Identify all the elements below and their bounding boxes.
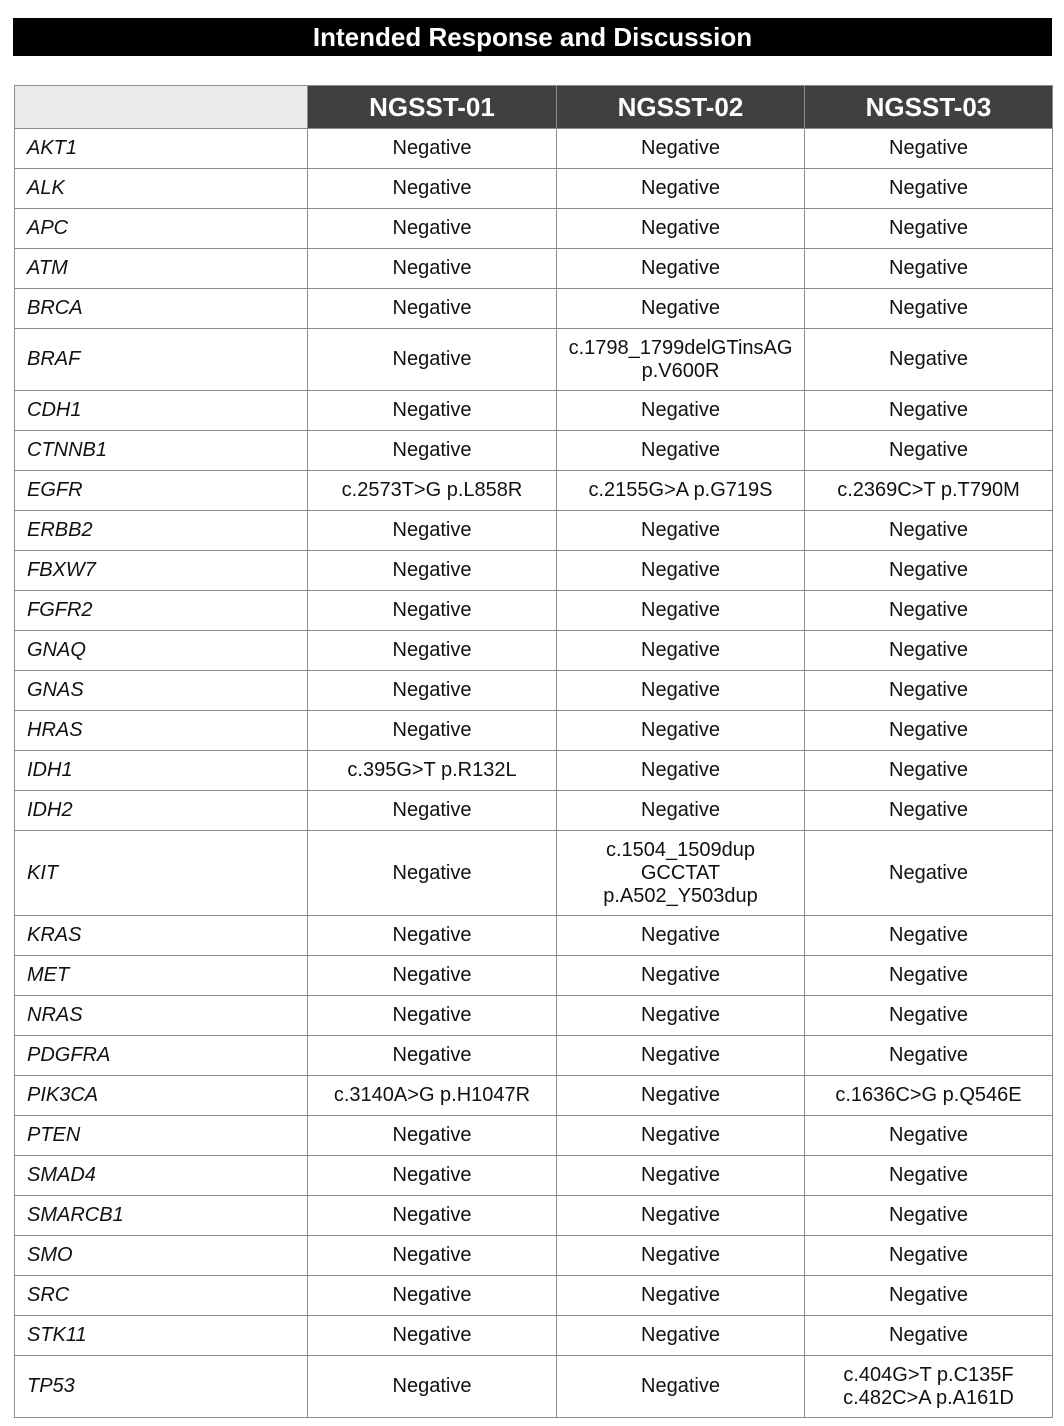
gene-name: MET bbox=[15, 956, 308, 996]
gene-name: ERBB2 bbox=[15, 511, 308, 551]
result-text: Negative bbox=[641, 399, 720, 421]
results-table bbox=[14, 85, 1053, 1418]
result-text: Negative bbox=[889, 759, 968, 781]
gene-name: SMAD4 bbox=[15, 1156, 308, 1196]
result-cell bbox=[557, 1156, 805, 1196]
table-row bbox=[15, 1116, 1053, 1156]
result-cell bbox=[805, 1036, 1053, 1076]
table-row bbox=[15, 1356, 1053, 1418]
result-cell bbox=[557, 511, 805, 551]
result-cell bbox=[557, 996, 805, 1036]
result-cell bbox=[308, 471, 557, 511]
result-text: Negative bbox=[392, 719, 472, 741]
result-cell bbox=[308, 329, 557, 391]
result-cell bbox=[805, 471, 1053, 511]
result-cell bbox=[557, 1316, 805, 1356]
result-text: Negative bbox=[889, 1004, 968, 1026]
table-row bbox=[15, 391, 1053, 431]
result-text: Negative bbox=[392, 924, 472, 946]
table-row bbox=[15, 129, 1053, 169]
result-cell bbox=[557, 169, 805, 209]
result-cell bbox=[805, 551, 1053, 591]
result-text: Negative bbox=[889, 519, 968, 541]
result-cell bbox=[805, 1356, 1053, 1418]
result-cell bbox=[805, 916, 1053, 956]
gene-name: KRAS bbox=[15, 916, 308, 956]
result-text: Negative bbox=[392, 257, 472, 279]
result-cell bbox=[308, 169, 557, 209]
result-cell bbox=[805, 391, 1053, 431]
result-cell bbox=[805, 329, 1053, 391]
table-row bbox=[15, 791, 1053, 831]
result-cell bbox=[557, 916, 805, 956]
header-row bbox=[15, 86, 1053, 129]
gene-name: EGFR bbox=[15, 471, 308, 511]
result-cell bbox=[557, 956, 805, 996]
gene-name: APC bbox=[15, 209, 308, 249]
result-text: Negative bbox=[641, 439, 720, 461]
result-cell bbox=[308, 631, 557, 671]
table-row bbox=[15, 1076, 1053, 1116]
result-cell bbox=[557, 1036, 805, 1076]
result-cell bbox=[805, 751, 1053, 791]
table-row bbox=[15, 711, 1053, 751]
result-cell bbox=[308, 1036, 557, 1076]
result-cell bbox=[805, 671, 1053, 711]
result-cell bbox=[308, 1156, 557, 1196]
result-text: Negative bbox=[392, 1375, 472, 1397]
result-text: c.1798_1799delGTinsAG bbox=[568, 336, 793, 359]
result-text: Negative bbox=[641, 1004, 720, 1026]
result-text: Negative bbox=[392, 679, 472, 701]
gene-name: FBXW7 bbox=[15, 551, 308, 591]
result-cell bbox=[308, 1316, 557, 1356]
table-row bbox=[15, 956, 1053, 996]
gene-name: TP53 bbox=[15, 1356, 308, 1418]
result-cell bbox=[308, 1196, 557, 1236]
result-cell bbox=[557, 431, 805, 471]
result-cell bbox=[805, 1196, 1053, 1236]
result-text: Negative bbox=[641, 719, 720, 741]
result-text: Negative bbox=[392, 297, 472, 319]
table-row bbox=[15, 169, 1053, 209]
result-cell bbox=[557, 249, 805, 289]
result-text: Negative bbox=[889, 1164, 968, 1186]
result-text: Negative bbox=[889, 799, 968, 821]
result-cell bbox=[557, 1276, 805, 1316]
result-cell bbox=[308, 249, 557, 289]
result-cell bbox=[557, 1116, 805, 1156]
result-cell bbox=[308, 1076, 557, 1116]
result-text: Negative bbox=[641, 1204, 720, 1226]
result-cell bbox=[557, 711, 805, 751]
gene-name: PTEN bbox=[15, 1116, 308, 1156]
result-text: c.3140A>G p.H1047R bbox=[333, 1084, 531, 1106]
result-text: c.1636C>G p.Q546E bbox=[835, 1084, 1022, 1106]
table-row bbox=[15, 751, 1053, 791]
table-row bbox=[15, 1036, 1053, 1076]
result-cell bbox=[308, 711, 557, 751]
result-text: Negative bbox=[392, 399, 472, 421]
result-text: c.2369C>T p.T790M bbox=[837, 479, 1020, 501]
result-text: GCCTAT bbox=[640, 861, 721, 884]
result-text: Negative bbox=[641, 257, 720, 279]
result-cell bbox=[557, 209, 805, 249]
table-row bbox=[15, 249, 1053, 289]
result-text: Negative bbox=[889, 217, 968, 239]
gene-name: SRC bbox=[15, 1276, 308, 1316]
result-cell bbox=[557, 1236, 805, 1276]
result-text: c.2573T>G p.L858R bbox=[341, 479, 523, 501]
gene-name: BRAF bbox=[15, 329, 308, 391]
result-text: Negative bbox=[889, 924, 968, 946]
gene-name: IDH1 bbox=[15, 751, 308, 791]
result-text: p.V600R bbox=[641, 359, 720, 382]
result-cell bbox=[308, 956, 557, 996]
column-header: NGSST-02 bbox=[557, 86, 805, 129]
gene-name: ATM bbox=[15, 249, 308, 289]
result-text: Negative bbox=[392, 137, 472, 159]
result-text: Negative bbox=[641, 759, 720, 781]
result-cell bbox=[805, 1116, 1053, 1156]
result-cell bbox=[805, 956, 1053, 996]
result-cell bbox=[557, 791, 805, 831]
result-cell bbox=[805, 1276, 1053, 1316]
result-text: p.A502_Y503dup bbox=[603, 884, 758, 907]
result-text: Negative bbox=[889, 297, 968, 319]
result-text: Negative bbox=[641, 559, 720, 581]
result-text: Negative bbox=[889, 439, 968, 461]
table-row bbox=[15, 551, 1053, 591]
result-cell bbox=[805, 711, 1053, 751]
table-row bbox=[15, 431, 1053, 471]
gene-name: CTNNB1 bbox=[15, 431, 308, 471]
result-cell bbox=[308, 831, 557, 916]
result-text: Negative bbox=[889, 1044, 968, 1066]
result-cell bbox=[805, 1316, 1053, 1356]
result-cell bbox=[308, 751, 557, 791]
result-text: Negative bbox=[641, 519, 720, 541]
result-cell bbox=[557, 1076, 805, 1116]
gene-name: GNAS bbox=[15, 671, 308, 711]
result-text: Negative bbox=[641, 1124, 720, 1146]
gene-name: SMO bbox=[15, 1236, 308, 1276]
result-text: Negative bbox=[641, 1164, 720, 1186]
result-text: Negative bbox=[392, 599, 472, 621]
result-text: Negative bbox=[641, 639, 720, 661]
result-text: Negative bbox=[641, 1084, 720, 1106]
result-text: Negative bbox=[889, 1244, 968, 1266]
result-text: Negative bbox=[641, 799, 720, 821]
result-text: Negative bbox=[889, 1124, 968, 1146]
table-row bbox=[15, 1236, 1053, 1276]
result-cell bbox=[557, 471, 805, 511]
result-text: Negative bbox=[641, 177, 720, 199]
result-text: Negative bbox=[392, 1164, 472, 1186]
gene-name: IDH2 bbox=[15, 791, 308, 831]
result-cell bbox=[557, 1356, 805, 1418]
result-text: Negative bbox=[889, 177, 968, 199]
result-cell bbox=[308, 289, 557, 329]
result-text: Negative bbox=[392, 639, 472, 661]
result-text: Negative bbox=[392, 964, 472, 986]
result-cell bbox=[308, 1356, 557, 1418]
result-cell bbox=[308, 391, 557, 431]
result-cell bbox=[308, 791, 557, 831]
result-text: Negative bbox=[889, 1284, 968, 1306]
result-text: Negative bbox=[889, 257, 968, 279]
result-text: c.404G>T p.C135F bbox=[843, 1363, 1014, 1386]
table-row bbox=[15, 591, 1053, 631]
result-cell bbox=[308, 551, 557, 591]
result-text: Negative bbox=[392, 1004, 472, 1026]
result-text: Negative bbox=[392, 519, 472, 541]
table-row bbox=[15, 209, 1053, 249]
result-text: Negative bbox=[392, 1324, 472, 1346]
result-text: c.482C>A p.A161D bbox=[843, 1386, 1014, 1409]
gene-name: PIK3CA bbox=[15, 1076, 308, 1116]
result-cell bbox=[805, 1076, 1053, 1116]
result-text: Negative bbox=[889, 559, 968, 581]
table-row bbox=[15, 1316, 1053, 1356]
result-text: Negative bbox=[392, 217, 472, 239]
table-row bbox=[15, 916, 1053, 956]
gene-name: SMARCB1 bbox=[15, 1196, 308, 1236]
result-cell bbox=[805, 431, 1053, 471]
result-cell bbox=[308, 431, 557, 471]
result-cell bbox=[308, 671, 557, 711]
result-cell bbox=[805, 791, 1053, 831]
result-text: Negative bbox=[889, 599, 968, 621]
result-cell bbox=[805, 209, 1053, 249]
gene-name: ALK bbox=[15, 169, 308, 209]
result-cell bbox=[805, 996, 1053, 1036]
table-row bbox=[15, 511, 1053, 551]
table-row bbox=[15, 831, 1053, 916]
result-text: Negative bbox=[392, 1284, 472, 1306]
result-text: Negative bbox=[392, 861, 472, 884]
table-row bbox=[15, 631, 1053, 671]
result-cell bbox=[805, 289, 1053, 329]
column-header: NGSST-03 bbox=[805, 86, 1053, 129]
result-text: Negative bbox=[889, 719, 968, 741]
result-cell bbox=[308, 1236, 557, 1276]
gene-name: PDGFRA bbox=[15, 1036, 308, 1076]
result-text: Negative bbox=[641, 599, 720, 621]
result-text: Negative bbox=[889, 679, 968, 701]
gene-name: KIT bbox=[15, 831, 308, 916]
result-text: c.1504_1509dup bbox=[605, 838, 756, 861]
gene-name: FGFR2 bbox=[15, 591, 308, 631]
result-cell bbox=[557, 751, 805, 791]
result-cell bbox=[805, 511, 1053, 551]
result-text: Negative bbox=[392, 177, 472, 199]
result-text: Negative bbox=[641, 924, 720, 946]
result-cell bbox=[805, 831, 1053, 916]
result-cell bbox=[557, 129, 805, 169]
result-text: Negative bbox=[641, 137, 720, 159]
result-cell bbox=[308, 209, 557, 249]
result-text: Negative bbox=[392, 439, 472, 461]
result-text: Negative bbox=[392, 559, 472, 581]
gene-name: AKT1 bbox=[15, 129, 308, 169]
result-cell bbox=[805, 591, 1053, 631]
result-text: Negative bbox=[392, 1044, 472, 1066]
result-cell bbox=[557, 1196, 805, 1236]
result-text: Negative bbox=[641, 1324, 720, 1346]
result-text: Negative bbox=[641, 217, 720, 239]
result-text: Negative bbox=[889, 1204, 968, 1226]
result-cell bbox=[557, 671, 805, 711]
result-text: Negative bbox=[889, 639, 968, 661]
result-cell bbox=[805, 129, 1053, 169]
result-text: Negative bbox=[392, 1244, 472, 1266]
table-row bbox=[15, 289, 1053, 329]
result-cell bbox=[557, 631, 805, 671]
result-text: Negative bbox=[889, 964, 968, 986]
table-row bbox=[15, 1156, 1053, 1196]
result-cell bbox=[308, 916, 557, 956]
result-cell bbox=[557, 329, 805, 391]
result-text: Negative bbox=[889, 1324, 968, 1346]
result-cell bbox=[805, 1236, 1053, 1276]
result-text: c.2155G>A p.G719S bbox=[588, 479, 773, 501]
table-row bbox=[15, 996, 1053, 1036]
result-cell bbox=[805, 169, 1053, 209]
result-text: Negative bbox=[641, 1375, 720, 1397]
page-title: Intended Response and Discussion bbox=[13, 18, 1052, 56]
result-text: Negative bbox=[641, 1244, 720, 1266]
result-cell bbox=[557, 551, 805, 591]
result-cell bbox=[308, 591, 557, 631]
result-text: Negative bbox=[641, 964, 720, 986]
result-text: Negative bbox=[641, 1284, 720, 1306]
corner-cell bbox=[15, 86, 308, 129]
result-text: Negative bbox=[641, 679, 720, 701]
result-cell bbox=[557, 289, 805, 329]
table-row bbox=[15, 671, 1053, 711]
table-row bbox=[15, 1276, 1053, 1316]
result-text: Negative bbox=[641, 1044, 720, 1066]
result-text: Negative bbox=[889, 137, 968, 159]
table-row bbox=[15, 471, 1053, 511]
gene-name: BRCA bbox=[15, 289, 308, 329]
result-text: Negative bbox=[641, 297, 720, 319]
result-cell bbox=[805, 1156, 1053, 1196]
table-row bbox=[15, 329, 1053, 391]
result-cell bbox=[308, 129, 557, 169]
gene-name: HRAS bbox=[15, 711, 308, 751]
result-text: Negative bbox=[392, 348, 472, 370]
gene-name: STK11 bbox=[15, 1316, 308, 1356]
result-cell bbox=[557, 391, 805, 431]
result-cell bbox=[557, 591, 805, 631]
result-cell bbox=[308, 511, 557, 551]
result-text: Negative bbox=[392, 1124, 472, 1146]
table-row bbox=[15, 1196, 1053, 1236]
gene-name: GNAQ bbox=[15, 631, 308, 671]
result-cell bbox=[557, 831, 805, 916]
result-cell bbox=[805, 249, 1053, 289]
result-text: Negative bbox=[392, 799, 472, 821]
result-text: c.395G>T p.R132L bbox=[347, 759, 517, 781]
result-cell bbox=[308, 996, 557, 1036]
result-cell bbox=[805, 631, 1053, 671]
result-text: Negative bbox=[392, 1204, 472, 1226]
column-header: NGSST-01 bbox=[308, 86, 557, 129]
gene-name: NRAS bbox=[15, 996, 308, 1036]
result-cell bbox=[308, 1116, 557, 1156]
gene-name: CDH1 bbox=[15, 391, 308, 431]
result-cell bbox=[308, 1276, 557, 1316]
result-text: Negative bbox=[889, 348, 968, 370]
result-text: Negative bbox=[889, 861, 968, 884]
result-text: Negative bbox=[889, 399, 968, 421]
